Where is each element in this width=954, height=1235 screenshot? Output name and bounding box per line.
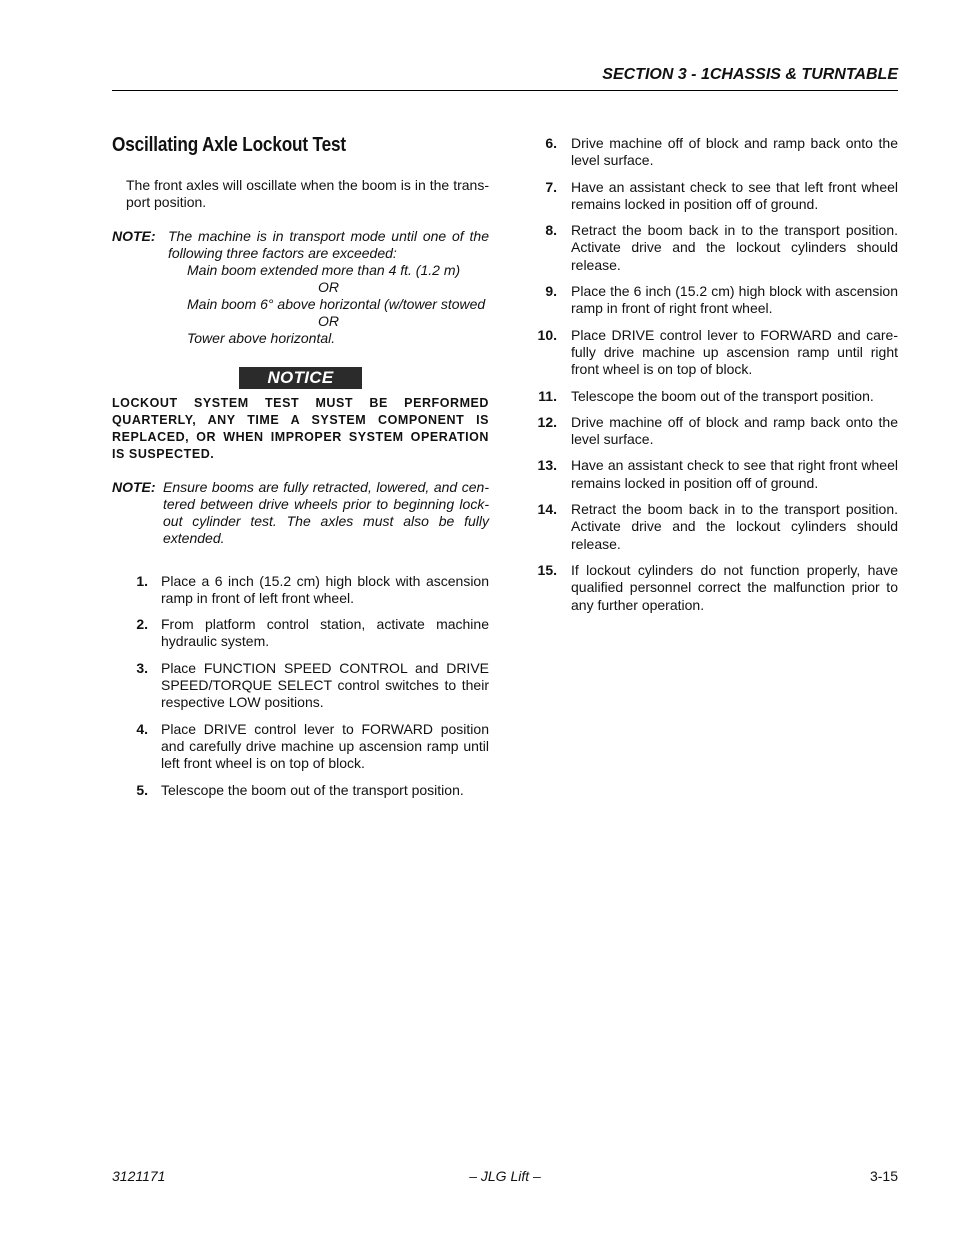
list-item — [532, 327, 898, 379]
note-or-1: OR — [318, 278, 339, 295]
step-number: 6. — [545, 135, 557, 151]
step-number: 10. — [537, 326, 557, 343]
notice-badge: NOTICE — [239, 367, 361, 389]
step-number: 2. — [136, 616, 148, 633]
step-number: 9. — [545, 283, 557, 300]
step-text: Drive machine off of block and ramp back onto the level surface. — [571, 135, 898, 169]
note-condition-2: Main boom 6° above horizontal (w/tower stowed — [187, 295, 486, 312]
list-item — [532, 414, 898, 449]
step-text: Place the 6 inch (15.2 cm) high block with ascension ramp in front of right front wheel. — [571, 283, 898, 317]
note-body — [168, 228, 489, 347]
note-boom-position — [112, 479, 489, 547]
list-item — [532, 457, 898, 492]
step-number: 1. — [136, 572, 148, 589]
step-number: 5. — [136, 781, 148, 798]
page-footer — [112, 1168, 898, 1188]
steps-list-left — [112, 573, 489, 799]
list-item — [532, 135, 898, 170]
list-item — [532, 283, 898, 318]
step-number: 13. — [537, 457, 557, 474]
list-item — [532, 501, 898, 553]
note-or-2: OR — [318, 312, 339, 329]
note-label: NOTE: — [112, 478, 156, 495]
step-number: 8. — [545, 222, 557, 239]
note-label: NOTE: — [112, 227, 156, 244]
list-item — [112, 721, 489, 773]
left-column — [112, 130, 489, 808]
section-heading: Oscillating Axle Lockout Test — [112, 134, 346, 156]
list-item — [532, 562, 898, 614]
list-item — [532, 179, 898, 214]
steps-list-right — [532, 135, 898, 614]
step-text: Place DRIVE control lever to FORWARD and care-fully drive machine up ascension ramp until right front wheel is on top of block. — [571, 326, 898, 378]
step-number: 7. — [545, 178, 557, 195]
list-item — [532, 388, 898, 405]
step-number: 15. — [537, 561, 557, 578]
list-item — [112, 660, 489, 712]
step-number: 11. — [538, 387, 557, 404]
step-number: 3. — [136, 659, 148, 676]
step-number: 4. — [136, 720, 148, 737]
step-number: 14. — [537, 501, 557, 518]
step-text: If lockout cylinders do not function properly, have qualified personnel correct the malfunction prior to any further operation. — [571, 561, 898, 613]
step-text: Place FUNCTION SPEED CONTROL and DRIVE SPEED/TORQUE SELECT control switches to their respective LOW positions. — [161, 659, 489, 711]
step-text: Have an assistant check to see that left front wheel remains locked in position off of ground. — [571, 178, 898, 212]
step-text: Have an assistant check to see that right front wheel remains locked in position off of ground. — [571, 457, 898, 491]
note-condition-1: Main boom extended more than 4 ft. (1.2 m) — [187, 261, 461, 278]
note-body: Ensure booms are fully retracted, lowered, and cen-tered between drive wheels prior to beginning lock-out cylinder test. The axles must also be fully extended. — [163, 478, 489, 546]
step-text: Retract the boom back in to the transport position. Activate drive and the lockout cylinders should release. — [571, 501, 898, 552]
intro-paragraph: The front axles will oscillate when the boom is in the trans-port position. — [126, 177, 489, 211]
step-text: From platform control station, activate machine hydraulic system. — [161, 616, 489, 650]
notice-banner — [112, 367, 489, 389]
step-text: Retract the boom back in to the transport position. Activate drive and the lockout cylinders should release. — [571, 222, 898, 273]
list-item — [532, 222, 898, 274]
note-condition-3: Tower above horizontal. — [187, 329, 336, 346]
list-item — [112, 573, 489, 608]
note-lead: The machine is in transport mode until one of the following three factors are exceeded: — [168, 227, 489, 261]
step-text: Telescope the boom out of the transport position. — [161, 781, 464, 798]
page-header — [112, 64, 898, 91]
page-number: 3-15 — [869, 1168, 898, 1184]
list-item — [112, 782, 489, 799]
brand-name: – JLG Lift – — [469, 1168, 541, 1184]
step-text: Telescope the boom out of the transport position. — [571, 387, 874, 404]
document-number: 3121171 — [112, 1168, 166, 1184]
step-text: Place a 6 inch (15.2 cm) high block with ascension ramp in front of left front wheel. — [161, 572, 489, 606]
step-text: Drive machine off of block and ramp back onto the level surface. — [571, 413, 898, 448]
list-item — [112, 616, 489, 651]
right-column — [532, 135, 898, 623]
step-text: Place DRIVE control lever to FORWARD position and carefully drive machine up ascension ramp until left front wheel is on top of block. — [161, 720, 489, 772]
section-title: SECTION 3 - 1CHASSIS & TURNTABLE — [602, 66, 898, 83]
step-number: 12. — [537, 413, 557, 430]
note-transport-mode — [112, 228, 489, 347]
notice-text: LOCKOUT SYSTEM TEST MUST BE PERFORMED QUARTERLY, ANY TIME A SYSTEM COMPONENT IS REPLACED, OR WHEN IMPROPER SYSTEM OPERATION IS SUSPECTED. — [112, 395, 489, 461]
